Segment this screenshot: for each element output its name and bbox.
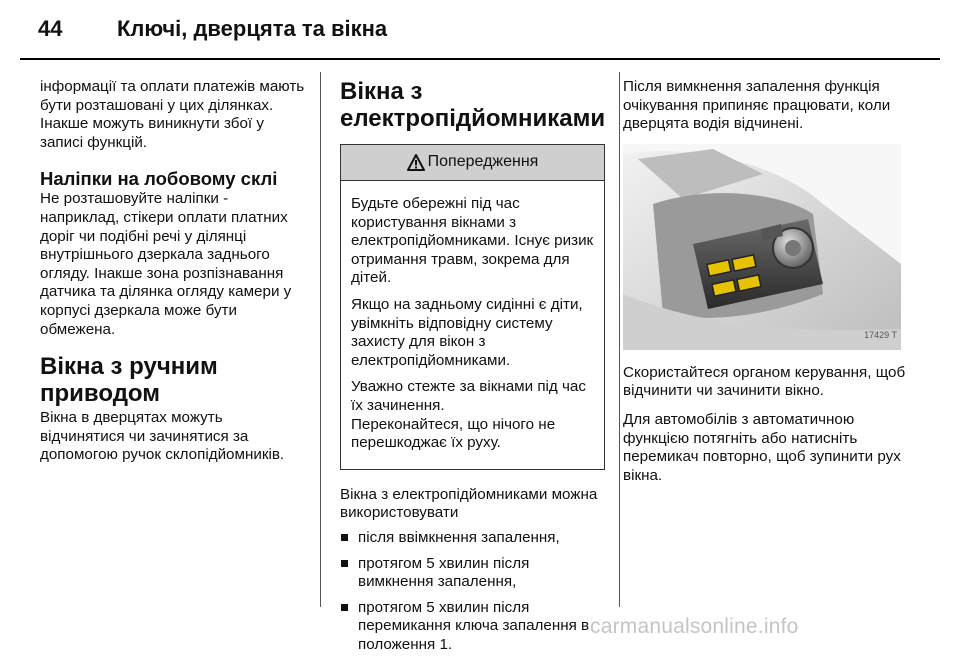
warning-paragraph: Уважно стежте за вікнами під час їх зачинення. (351, 378, 586, 414)
warning-paragraph: Якщо на задньому сидінні є діти, увімкніть відповідну систему захисту для вікон з електропідйомниками. (351, 295, 583, 369)
standby-paragraph: Після вимкнення запалення функція очікування припиняє працювати, коли дверцята водія відчинені. (623, 78, 891, 133)
door-switch-illustration (623, 144, 901, 350)
warning-header (341, 145, 604, 181)
list-item: після ввімкнення запалення, (340, 529, 605, 548)
warning-box (340, 144, 605, 470)
stickers-paragraph: Не розташовуйте наліпки - наприклад, стікери оплати платних доріг чи подібні речі у ділянці внутрішнього дзеркала заднього огляду. Інакше зона розпізнавання датчика та ділянка огляду камери у корпусі дзеркала може бути обмежена. (40, 190, 292, 338)
automatic-paragraph: Для автомобілів з автоматичною функцією потягніть або натисніть перемикач повторно, щоб зупинити рух вікна. (623, 410, 901, 484)
availability-paragraph: Вікна з електропідйомниками можна використовувати (340, 485, 598, 522)
warning-triangle-icon (407, 154, 425, 171)
warning-paragraph: Переконайтеся, що нічого не перешкоджає їх руху. (351, 415, 556, 452)
availability-list (340, 529, 605, 655)
warning-body (341, 181, 604, 469)
column-1 (40, 78, 310, 475)
intro-paragraph: інформації та оплати платежів мають бути розташовані у цих ділянках. Інакше можуть виникнути збої у записі функцій. (40, 78, 305, 151)
column-3 (623, 78, 908, 495)
warning-title: Попередження (427, 153, 539, 171)
control-paragraph: Скористайтеся органом керування, щоб відчинити чи зачинити вікно. (623, 363, 906, 400)
list-item: протягом 5 хвилин після вимкнення запалення, (340, 555, 605, 592)
power-windows-heading: Вікна з електропідйомниками (340, 78, 606, 132)
column-2 (340, 78, 605, 661)
header-rule (20, 58, 940, 60)
manual-windows-heading: Вікна з ручним приводом (40, 353, 218, 408)
page-title: Ключі, дверцята та вікна (117, 16, 388, 41)
column-divider (320, 72, 321, 607)
column-divider (619, 72, 620, 607)
list-item: протягом 5 хвилин після перемикання ключа запалення в положення 1. (340, 599, 605, 655)
image-code: 17429 T (864, 330, 897, 341)
warning-paragraph: Будьте обережні під час користування вікнами з електропідйомниками. Існує ризик отримання травм, зокрема для дітей. (351, 195, 594, 287)
window-switch-photo (623, 144, 901, 350)
stickers-heading: Наліпки на лобовому склі (40, 168, 278, 190)
manual-windows-paragraph: Вікна в дверцятах можуть відчинятися чи зачинятися за допомогою ручок склопідйомників. (40, 409, 285, 464)
page-number: 44 (38, 16, 63, 41)
watermark: carmanualsonline.info (590, 615, 799, 638)
